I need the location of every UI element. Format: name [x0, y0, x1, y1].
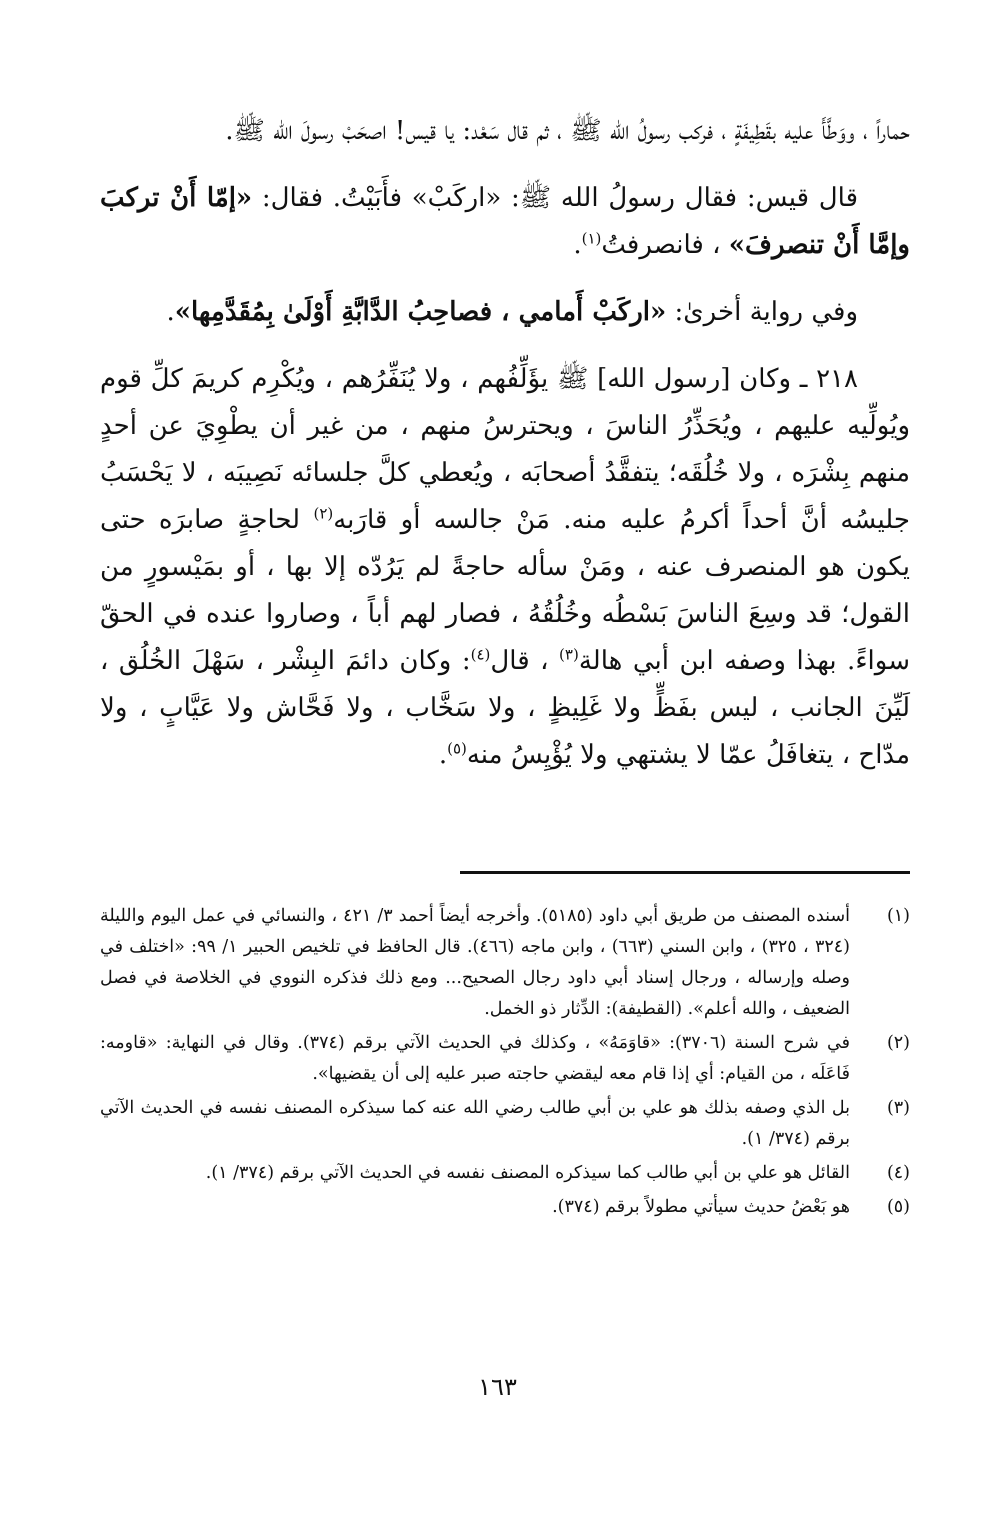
footnote-ref-1[interactable]: (١): [581, 229, 602, 248]
footnote-text: هو بَعْضُ حديث سيأتي مطولاً برقم (٣٧٤).: [552, 1197, 850, 1217]
footnote-text: أسنده المصنف من طريق أبي داود (٥١٨٥). وأخرجه أيضاً أحمد ٣/ ٤٢١ ، والنسائي في عمل اليوم والليلة (٣٢٤ ، ٣٢٥) ، وابن السني (٦٦٣) ، وابن ماجه (٤٦٦). قال الحافظ في تلخيص الحبير ١/ ٩٩: «اختلف في وصله وإرساله ، ورجال إسناد أبي داود رجال الصحيح... ومع ذلك فذكره النووي في الخلاصة في فصل الضعيف ، والله أعلم». (القطيفة): الدِّثار ذو الخمل.: [100, 906, 850, 1019]
paragraph-3-quote: «اركَبْ أَمامي ، فصاحِبُ الدَّابَّةِ أَوْلَىٰ بِمُقَدَّمِها»: [174, 297, 667, 327]
paragraph-1: [100, 108, 910, 155]
main-text: [100, 108, 910, 779]
paragraph-2-intro: قال قيس: فقال رسولُ الله ﷺ: «اركَبْ» فأَبَيْتُ. فقال:: [252, 183, 858, 213]
footnote-ref-3[interactable]: (٣): [559, 645, 579, 664]
paragraph-1-text: حماراً ، ووَطَّأَ عليه بقَطِيفَةٍ ، فركب رسولُ الله ﷺ ، ثم قال سَعْد: يا قيس! اصحَبْ رسولَ الله ﷺ.: [225, 116, 910, 146]
footnote-ref-5[interactable]: (٥): [447, 739, 467, 758]
footnote-number: (٤): [886, 1163, 910, 1183]
paragraph-4-part-d: : وكان دائمَ البِشْر ، سَهْلَ الخُلُق ، لَيِّنَ الجانب ، ليس بفَظٍّ ولا غَلِيظٍ ، ولا سَخَّاب ، ولا فَحَّاش ولا عَيَّابٍ ، ولا مدّاح ، يتغافَلُ عمّا لا يشتهي ولا يُؤْيِسُ منه: [100, 646, 910, 770]
footnote-4: [100, 1158, 910, 1189]
page-number: ١٦٣: [478, 1373, 517, 1401]
paragraph-4: [100, 356, 910, 779]
footnote-5: [100, 1192, 910, 1223]
paragraph-2: [100, 175, 910, 269]
footnote-ref-2[interactable]: (٢): [313, 504, 334, 523]
paragraph-2-end: .: [573, 230, 582, 260]
footnote-text: القائل هو علي بن أبي طالب كما سيذكره المصنف نفسه في الحديث الآتي برقم (٣٧٤/ ١).: [205, 1163, 850, 1183]
paragraph-4-part-b: لحاجةٍ صابرَه حتى يكون هو المنصرف عنه ، ومَنْ سأله حاجةً لم يَرُدّه إلا بها ، أو بمَيْسورٍ من القول؛ قد وسِعَ الناسَ بَسْطُه وخُلُقُهُ ، فصار لهم أباً ، وصاروا عنده في الحقّ سواءً. بهذا وصفه ابن أبي هالة: [100, 505, 910, 676]
footnote-text: في شرح السنة (٣٧٠٦): «قاوَمَهُ» ، وكذلك في الحديث الآتي برقم (٣٧٤). وقال في النهاية: «قاومه: فَاعَلَه ، من القيام: أي إذا قام معه ليقضي حاجته صبر عليه إلى أن يقضيها».: [100, 1033, 850, 1084]
footnote-ref-4[interactable]: (٤): [470, 645, 491, 664]
footnotes: [100, 901, 910, 1226]
footnote-1: [100, 901, 910, 1025]
footnote-2: [100, 1028, 910, 1090]
footnote-number: (٢): [886, 1033, 910, 1053]
paragraph-2-quote: «إمّا أَنْ تركبَ وإمَّا أَنْ تنصرفَ»: [100, 183, 910, 260]
footnote-3: [100, 1093, 910, 1155]
footnote-number: (٣): [886, 1098, 910, 1118]
paragraph-4-part-a: ٢١٨ ـ وكان [رسول الله] ﷺ يؤَلِّفُهم ، ولا يُنَفِّرُهم ، ويُكْرِم كريمَ كلِّ قوم ويُولِّيه عليهم ، ويُحَذِّرُ الناسَ ، ويحترسُ منهم ، من غير أن يطْوِيَ عن أحدٍ منهم بِشْرَه ، ولا خُلُقَه؛ يتفقَّدُ أصحابَه ، ويُعطي كلَّ جلسائه نَصِيبَه ، لا يَحْسَبُ جليسُه أنَّ أحداً أكرمُ عليه منه. مَنْ جالسه أو قارَبه: [100, 364, 910, 535]
footnote-number: (٥): [886, 1197, 910, 1217]
paragraph-4-end: .: [438, 740, 448, 770]
paragraph-3-intro: وفي رواية أخرىٰ:: [666, 297, 858, 327]
footnote-number: (١): [886, 906, 910, 926]
paragraph-3: [100, 289, 910, 336]
paragraph-4-part-c: ، قال: [490, 646, 560, 676]
footnote-text: بل الذي وصفه بذلك هو علي بن أبي طالب رضي الله عنه كما سيذكره المصنف نفسه في الحديث الآتي برقم (٣٧٤/ ١).: [100, 1098, 850, 1149]
footnote-separator: [460, 871, 910, 874]
paragraph-3-end: .: [166, 297, 175, 327]
paragraph-2-tail: ، فانصرفتُ: [601, 230, 729, 260]
